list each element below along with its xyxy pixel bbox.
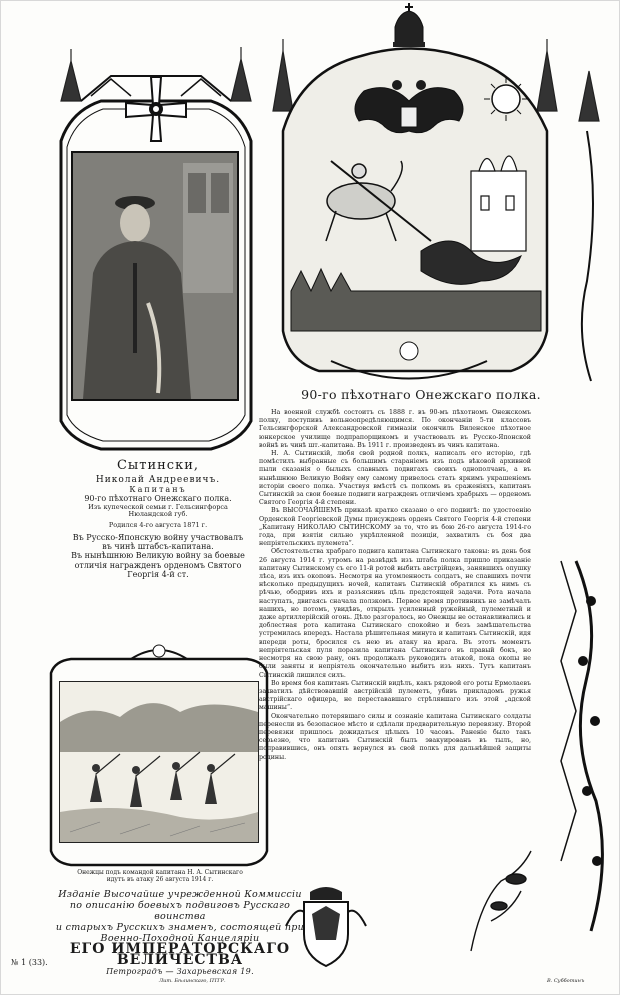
officer-birth: Родился 4-го августа 1871 г. [108, 520, 208, 529]
article-paragraph: На военной службѣ состоитъ съ 1888 г. въ 90-мъ пѣхотномъ Онежскомъ полку, поступивъ вольноопредѣляющимся. По окончаніи 5-ти классовъ Гельсингфорской Александровской гимназіи окончилъ Виленское пѣхотное юнкерское училище подпрапорщикомъ и участвовалъ въ Русско-Японской войнѣ въ чинѣ шт.-капитана. Въ 1911 г. произведенъ въ чинъ капитана. [259, 409, 531, 449]
imprint-line-4: Военно-Походной Канцеляріи [100, 933, 260, 944]
officer-origin-line-1: Изъ купеческой семьи г. Гельсингфорса [88, 502, 228, 511]
imprint-title: ЕГО ИМПЕРАТОРСКАГО ВЕЛИЧЕСТВА [69, 941, 291, 968]
right-ornament-column [561, 131, 602, 931]
imprint-address: Петроградъ — Захарьевская 19. [106, 967, 254, 976]
sketch-caption: Онежцы подъ командой капитана Н. А. Сытинскаго идутъ въ атаку 26 августа 1914 г. [77, 869, 243, 884]
officer-bio-line-1: Въ Русско-Японскую войну участвовалъ [72, 533, 244, 543]
issue-number: № 1 (33). [11, 958, 48, 967]
article-paragraph: Въ ВЫСОЧАЙШЕМЪ приказѣ кратко сказано о его подвигѣ: по удостоенію Орденской Георгіевской Думы присужденъ орденъ Святого Георгія 4-й степени „Капитану НИКОЛАЮ СЫТИНСКОМУ за то, что въ бою 26-го августа 1914-го года, при взятіи сильно укрѣпленной позиціи, захватилъ съ боя два непріятельскихъ пулемета“. [259, 507, 531, 548]
article-paragraph: Во время боя капитанъ Сытинскій видѣлъ, какъ рядовой его роты Ермолаевъ захватилъ дѣйствовавшій австрійскій пулеметъ, убивъ прикладомъ ружья австрійскаго офицера, не перестававшаго стрѣлявшаго изъ этой „адской машины“. [259, 679, 531, 712]
article-heading: 90-го пѣхотнаго Онежскаго полка. [301, 387, 541, 402]
officer-origin-line-2: Нюландской губ. [128, 510, 188, 519]
officer-portrait-photo [71, 151, 239, 401]
imprint-line-1: Изданіе Высочайше учрежденной Коммиссіи [58, 889, 302, 900]
officer-bio-line-4: отличія награжденъ орденомъ Святого [74, 560, 242, 570]
officer-bio-line-2: въ чинѣ штабсъ-капитана. [102, 542, 214, 552]
article-paragraph: Окончательно потерявшаго силы и сознаніе капитана Сытинскаго солдаты перенесли въ безопасное мѣсто и сдѣлали предварительную перевязку. Второй перевязки пришлось дожидаться цѣлыхъ 10 часовъ. Раненіе было такъ серьезно, что капитанъ Сытинскій былъ эвакуированъ въ тылъ, но, поправившись, онъ опять вернулся въ свой полкъ для дальнѣйшей защиты родины. [259, 712, 531, 761]
article-body [259, 409, 531, 762]
officer-given-name: Николай Андреевичъ. [95, 474, 221, 485]
imprint-line-2: по описанію боевыхъ подвиговъ Русскаго воинства [69, 900, 291, 922]
officer-bio-line-3: Въ нынѣшнюю Великую войну за боевые [71, 551, 245, 561]
portrait-caption [53, 459, 263, 579]
artist-signature: В. Субботинъ [547, 978, 585, 984]
plant-vignette [471, 851, 531, 951]
st-george-cross-icon [126, 77, 186, 141]
imperial-crown-icon [393, 3, 425, 47]
article-paragraph: Н. А. Сытинскій, любя свой родной полкъ, написалъ его исторію, гдѣ помѣстилъ выбранные съ большимъ стараніемъ изъ подъ вѣковой архивной пыли сказанія о былыхъ славныхъ подвигахъ своихъ однополчанъ, а въ нынѣшнюю Великую Войну ему самому привелось стать яркимъ украшеніемъ исторіи своего полка. Участвуя вмѣстѣ съ полкомъ въ сраженіяхъ, капитанъ Сытинскій за свои боевые подвиги награжденъ отличіемъ храбрыхъ — орденомъ Святого Георгія 4-й степени. [259, 450, 531, 507]
publisher-imprint [55, 889, 305, 977]
st-george-panel [283, 3, 547, 379]
officer-surname: Сытински, [116, 458, 200, 473]
officer-figure [73, 153, 237, 399]
officer-rank: Капитанъ [129, 485, 187, 495]
battle-sketch [59, 681, 259, 843]
officer-regiment: 90-го пѣхотнаго Онежскаго полка. [84, 494, 232, 504]
battle-sketch-drawing [60, 682, 258, 842]
printer-credit: Лит. Бѣлинскаго, ПТГР. [159, 978, 226, 984]
article-paragraph: Обстоятельства храбраго подвига капитана Сытинскаго таковы: въ день боя 26 августа 1914 г. утромъ на развѣдкѣ изъ штаба полка пришло приказаніе капитану Сытинскому съ его 11-й ротой выбить австрійцевъ, занявшихъ опушку лѣса, изъ ихъ окоповъ. Несмотря на утомленность солдатъ, не спавшихъ почти нѣсколько предыдущихъ ночей, капитанъ Сытинскій обратился къ нимъ съ рѣчью, ободривъ ихъ и разъяснивъ цѣль предстоящей задачи. Рота начала наступать, двигаясь сначала ползкомъ. Первое время противникъ не замѣчалъ нашихъ, но потомъ, увидѣвъ, открылъ усиленный ружейный, пулеметный и даже артиллерійскій огонь. Дѣло разгоралось, но Онежцы не останавливались и доблестная рота капитана Сытинскаго спокойно и безъ замѣшательства устремилась впередъ. Настала рѣшительная минута и капитанъ Сытинскій, идя впереди роты, бросился съ нею въ атаку на врага. Въ этотъ моментъ непріятельская пуля поразила капитана Сытинскаго въ правый бокъ, но несмотря на свою рану, онъ продолжалъ руководить атакой, пока окопы не были заняты и непріятель окончательно выбитъ изъ нихъ. Тутъ капитанъ Сытинскій лишился силъ. [259, 548, 531, 679]
officer-bio-line-5: Георгія 4-й ст. [127, 569, 189, 579]
imprint-line-3: и старыхъ Русскихъ знаменъ, состоящей при [55, 922, 305, 933]
